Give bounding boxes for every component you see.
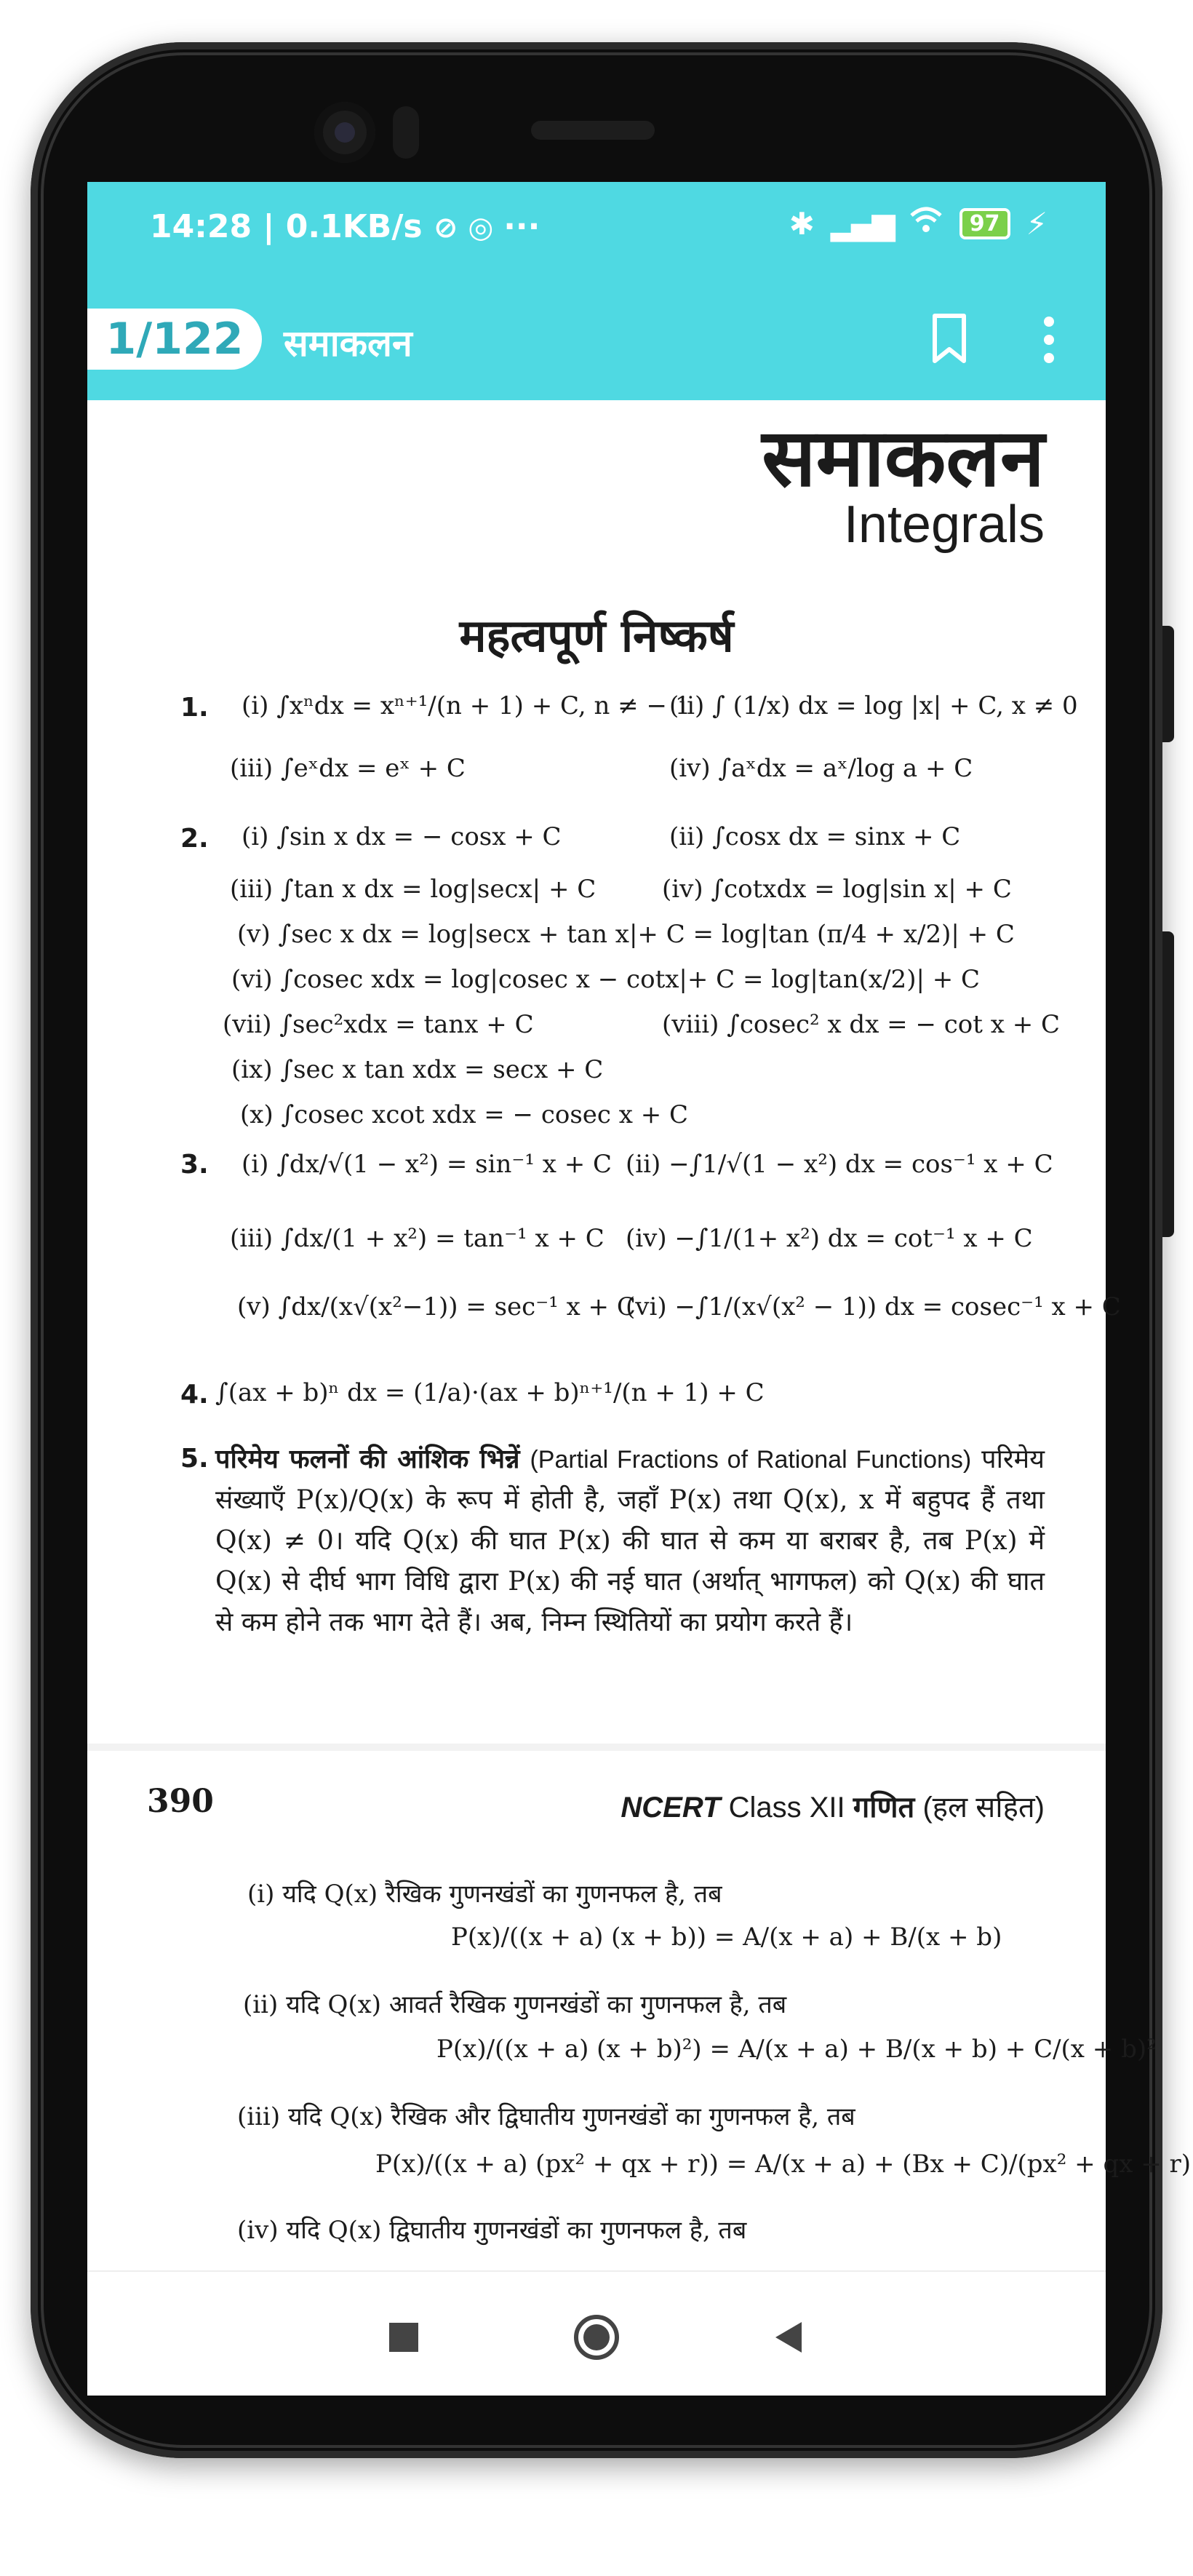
page-number: 390 <box>147 1783 214 1820</box>
volume-button <box>1162 931 1174 1237</box>
document-title: समाकलन <box>284 322 412 365</box>
page-indicator[interactable]: 1/122 <box>87 309 262 370</box>
bookmark-icon[interactable] <box>931 313 967 365</box>
formula: (vi) ∫cosec xdx = log|cosec x − cotx|+ C = log|tan(x/2)| + C <box>231 965 981 994</box>
case-text: (ii) यदि Q(x) आवर्त रैखिक गुणनखंडों का गुणनफल है, तब <box>243 1990 787 2019</box>
header-subject: गणित <box>853 1791 915 1824</box>
formula: (v) ∫dx/(x√(x²−1)) = sec⁻¹ x + C <box>237 1292 636 1321</box>
chapter-title-english: Integrals <box>843 496 1045 554</box>
formula: (iii) ∫dx/(1 + x²) = tan⁻¹ x + C <box>230 1224 605 1253</box>
formula: (vii) ∫sec²xdx = tanx + C <box>223 1010 534 1039</box>
formula: (ii) −∫1/√(1 − x²) dx = cos⁻¹ x + C <box>626 1150 1053 1179</box>
case-text: (iii) यदि Q(x) रैखिक और द्विघातीय गुणनखंडों का गुणनफल है, तब <box>237 2102 855 2131</box>
status-bar <box>87 182 1106 277</box>
more-vertical-icon[interactable] <box>1042 314 1056 365</box>
dnd-icon: ⊘ ◎ <box>433 211 504 245</box>
header-class: Class XII <box>720 1792 853 1824</box>
chapter-title-hindi: समाकलन <box>762 411 1045 504</box>
signal-icon: ▂▄▆ <box>830 205 893 242</box>
formula: (ix) ∫sec x tan xdx = secx + C <box>231 1055 604 1084</box>
formula: (i) ∫sin x dx = − cosx + C <box>242 822 562 851</box>
page-header <box>621 1786 1045 1826</box>
status-overflow: ··· <box>503 208 540 245</box>
paragraph-subheading: (Partial Fractions of Rational Functions) <box>530 1446 972 1474</box>
case-text: (i) यदि Q(x) रैखिक गुणनखंडों का गुणनफल है, तब <box>247 1880 722 1909</box>
square-recent-icon[interactable] <box>378 2312 429 2363</box>
formula: (ii) ∫ (1/x) dx = log |x| + C, x ≠ 0 <box>669 691 1078 720</box>
formula: (vi) −∫1/(x√(x² − 1)) dx = cosec⁻¹ x + C <box>626 1292 1121 1321</box>
paragraph-heading: परिमेय फलनों की आंशिक भिन्नें <box>215 1444 520 1474</box>
battery-icon: 97 <box>959 208 1010 239</box>
document-viewer[interactable] <box>87 400 1192 2270</box>
app-bar <box>87 277 1106 400</box>
earpiece-speaker <box>531 121 655 140</box>
circle-home-icon[interactable] <box>571 2312 622 2363</box>
formula: (x) ∫cosec xcot xdx = − cosec x + C <box>240 1100 689 1129</box>
item-number: 4. <box>180 1380 209 1410</box>
item-number: 1. <box>180 693 209 723</box>
section-title: महत्वपूर्ण निष्कर्ष <box>459 609 734 662</box>
formula: (ii) ∫cosx dx = sinx + C <box>669 822 961 851</box>
formula: (iv) −∫1/(1+ x²) dx = cot⁻¹ x + C <box>626 1224 1033 1253</box>
case-text-cut: (iv) यदि Q(x) द्विघातीय गुणनखंडों का गुणनफल है, तब <box>237 2216 747 2245</box>
formula: (i) ∫dx/√(1 − x²) = sin⁻¹ x + C <box>242 1150 613 1179</box>
paragraph-body: परिमेय संख्याएँ P(x)/Q(x) के रूप में होती है, जहाँ P(x) तथा Q(x), x में बहुपद हैं तथा Q(x) ≠ 0। यदि Q(x) की घात P(x) की घात से कम या बराबर है, तब P(x) में Q(x) से दीर्घ भाग विधि द्वारा P(x) की नई घात (अर्थात् भागफल) को Q(x) की घात से कम होने तक भाग देते हैं। अब, निम्न स्थितियों का प्रयोग करते हैं। <box>215 1444 1045 1637</box>
formula: ∫(ax + b)ⁿ dx = (1/a)·(ax + b)ⁿ⁺¹/(n + 1) + C <box>215 1378 765 1407</box>
formula: (v) ∫sec x dx = log|secx + tan x|+ C = log|tan (π/4 + x/2)| + C <box>237 920 1015 949</box>
screen <box>87 182 1192 2394</box>
item-number: 2. <box>180 824 209 854</box>
triangle-back-icon[interactable] <box>764 2312 815 2363</box>
bluetooth-icon: ✱ <box>789 205 815 242</box>
header-ncert: NCERT <box>621 1792 721 1824</box>
page-separator <box>87 1744 1106 1751</box>
status-icons <box>789 205 1048 242</box>
formula: (iii) ∫tan x dx = log|secx| + C <box>230 875 596 904</box>
case-formula: P(x)/((x + a) (x + b)²) = A/(x + a) + B/(x + b) + C/(x + b)² <box>436 2035 1157 2064</box>
front-camera <box>314 102 375 163</box>
wifi-icon <box>909 205 943 242</box>
case-formula: P(x)/((x + a) (px² + qx + r)) = A/(x + a) + (Bx + C)/(px² + qx + r) <box>375 2150 1192 2179</box>
header-tail: (हल सहित) <box>914 1792 1045 1824</box>
item-number: 5. <box>180 1444 209 1474</box>
item-number: 3. <box>180 1150 209 1180</box>
proximity-sensor <box>393 106 419 159</box>
formula: (i) ∫xⁿdx = xⁿ⁺¹/(n + 1) + C, n ≠ − 1 <box>242 691 691 720</box>
formula: (iv) ∫aˣdx = aˣ/log a + C <box>669 754 973 783</box>
case-formula: P(x)/((x + a) (x + b)) = A/(x + a) + B/(x + b) <box>451 1923 1002 1952</box>
charging-icon: ⚡ <box>1026 205 1048 242</box>
formula: (iv) ∫cotxdx = log|sin x| + C <box>662 875 1012 904</box>
status-time: 14:28 | 0.1KB/s ⊘ ◎ ··· <box>150 208 540 245</box>
power-button <box>1162 626 1174 742</box>
navigation-bar <box>87 2270 1106 2396</box>
formula: (iii) ∫eˣdx = eˣ + C <box>230 754 466 783</box>
formula: (viii) ∫cosec² x dx = − cot x + C <box>662 1010 1061 1039</box>
partial-fractions-paragraph <box>215 1439 1045 1643</box>
